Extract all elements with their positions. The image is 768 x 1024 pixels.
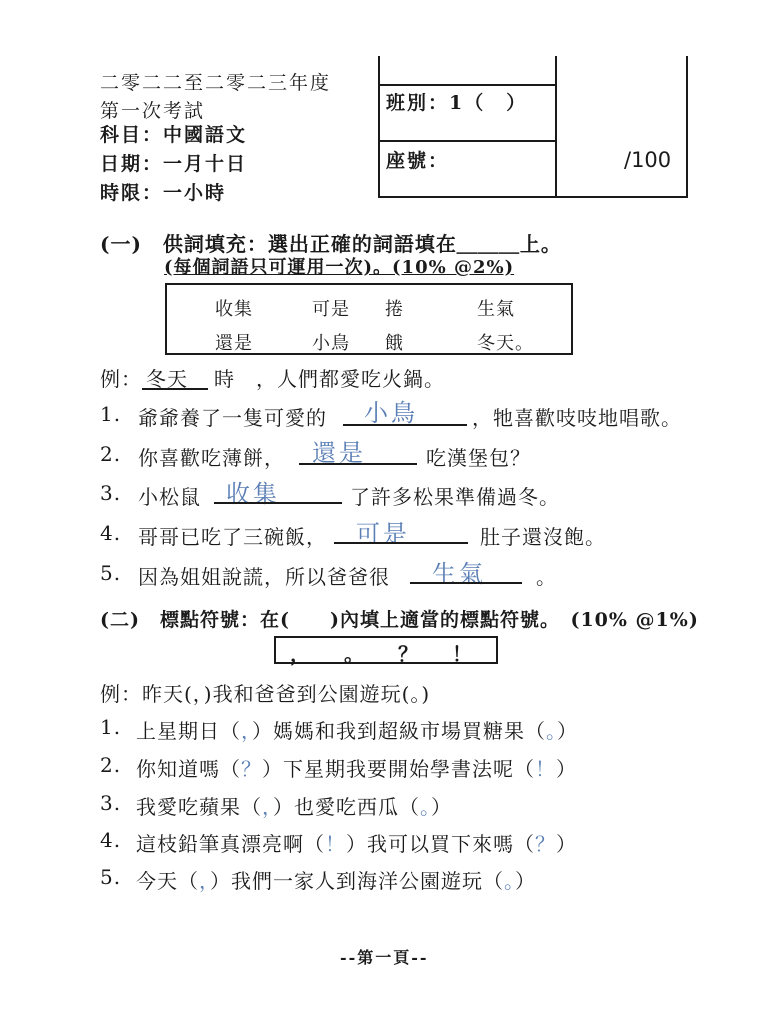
q3-blank — [214, 502, 342, 504]
p3-text-c: ） — [431, 795, 452, 819]
q3-answer: 收集 — [226, 480, 280, 508]
p5-text-b: ）我們一家人到海洋公園遊玩（ — [210, 869, 504, 893]
q3-after: 了許多松果準備過冬。 — [350, 485, 560, 509]
subject: 科目：中國語文 — [100, 124, 248, 146]
p3-number: 3. — [100, 791, 122, 815]
p5-text-a: 今天（ — [136, 869, 199, 893]
q5-answer: 生氣 — [432, 560, 486, 588]
q3-number: 3. — [100, 481, 122, 505]
word-bank-box — [165, 283, 573, 355]
q1-before: 爺爺養了一隻可愛的 — [138, 406, 327, 430]
p4-text-a: 這枝鉛筆真漂亮啊（ — [136, 832, 325, 856]
section2-title: (二) 標點符號：在( )內填上適當的標點符號。 (10% @1%) — [100, 609, 699, 631]
info-box — [378, 56, 688, 198]
p5-line — [136, 865, 536, 894]
p2-line — [136, 753, 577, 782]
p3-line — [136, 791, 452, 820]
example-answer: 冬天 — [146, 367, 188, 391]
p1-text-b: ）媽媽和我到超級市場買糖果（ — [252, 719, 546, 743]
section1-note: (每個詞語只可運用一次)。(10% @2%) — [164, 257, 515, 278]
q4-after: 肚子還沒飽。 — [480, 525, 606, 549]
school-year: 二零二二至二零二三年度 — [100, 72, 332, 94]
q1-blank — [343, 424, 467, 426]
word-bank-item: 冬天。 — [477, 333, 534, 354]
punct-comma: ， — [290, 642, 311, 666]
punct-period: 。 — [344, 642, 365, 666]
punct-bank-box — [274, 636, 498, 664]
p1-line — [136, 715, 578, 744]
score-total: /100 — [624, 148, 672, 172]
q1-after: ，牠喜歡吱吱地唱歌。 — [472, 406, 682, 430]
info-box-line-2 — [380, 140, 556, 142]
p2-answer-b: ！ — [535, 757, 556, 781]
word-bank-item: 小鳥 — [312, 333, 350, 354]
p4-text-b: ）我可以買下來嗎（ — [346, 832, 535, 856]
p5-number: 5. — [100, 865, 122, 889]
p4-answer-a: ！ — [325, 832, 346, 856]
q1-number: 1. — [100, 402, 122, 426]
p1-number: 1. — [100, 715, 122, 739]
word-bank-item: 餓 — [385, 333, 404, 354]
p2-number: 2. — [100, 753, 122, 777]
q1-answer: 小鳥 — [364, 399, 418, 427]
q3-before: 小松鼠 — [138, 485, 201, 509]
page-number: --第一頁-- — [340, 948, 429, 967]
example-prefix: 例： — [100, 367, 142, 391]
punct-exclaim: ！ — [452, 642, 473, 666]
p3-text-b: ）也愛吃西瓜（ — [273, 795, 420, 819]
p5-answer-a: ， — [199, 869, 210, 893]
p1-text-c: ） — [557, 719, 578, 743]
p3-text-a: 我愛吃蘋果（ — [136, 795, 262, 819]
p2-text-b: ）下星期我要開始學書法呢（ — [262, 757, 535, 781]
q2-answer: 還是 — [312, 439, 366, 467]
p1-answer-b: 。 — [546, 719, 557, 743]
p2-answer-a: ？ — [241, 757, 262, 781]
p4-answer-b: ？ — [535, 832, 556, 856]
q5-after: 。 — [536, 565, 557, 589]
word-bank-item: 捲 — [385, 299, 404, 320]
info-box-divider — [555, 56, 557, 196]
punct-question: ？ — [398, 642, 419, 666]
q5-blank — [410, 582, 522, 584]
q2-number: 2. — [100, 442, 122, 466]
section1-title: (一) 供詞填充：選出正確的詞語填在＿＿＿上。 — [100, 232, 562, 256]
p2-text-a: 你知道嗎（ — [136, 757, 241, 781]
q4-before: 哥哥已吃了三碗飯， — [138, 525, 327, 549]
q4-number: 4. — [100, 521, 122, 545]
class-field: 班別：1（ ） — [386, 92, 528, 114]
word-bank-item: 可是 — [312, 299, 350, 320]
word-bank-item: 收集 — [215, 299, 253, 320]
p5-text-c: ） — [515, 869, 536, 893]
p5-answer-b: 。 — [504, 869, 515, 893]
p3-answer-a: ， — [262, 795, 273, 819]
word-bank-item: 生氣 — [477, 299, 515, 320]
word-bank-item: 還是 — [215, 333, 253, 354]
p2-text-c: ） — [556, 757, 577, 781]
p4-text-c: ） — [556, 832, 577, 856]
exam-duration: 時限：一小時 — [100, 182, 227, 204]
exam-date: 日期：一月十日 — [100, 153, 248, 175]
q2-blank — [299, 463, 417, 465]
p1-text-a: 上星期日（ — [136, 719, 241, 743]
q5-number: 5. — [100, 561, 122, 585]
p4-line — [136, 828, 577, 857]
seat-field: 座號： — [386, 150, 450, 172]
example-blank — [142, 388, 208, 390]
example-suffix: 時 ，人們都愛吃火鍋。 — [214, 367, 445, 391]
p4-number: 4. — [100, 828, 122, 852]
q4-blank — [334, 542, 468, 544]
info-box-line-1 — [380, 84, 556, 86]
p3-answer-b: 。 — [420, 795, 431, 819]
section2-example: 例：昨天(，)我和爸爸到公園遊玩(。) — [100, 682, 431, 706]
p1-answer-a: ， — [241, 719, 252, 743]
q5-before: 因為姐姐說謊，所以爸爸很 — [138, 565, 390, 589]
exam-name: 第一次考試 — [100, 100, 206, 122]
q2-after: 吃漢堡包？ — [426, 446, 531, 470]
q2-before: 你喜歡吃薄餅， — [138, 446, 285, 470]
q4-answer: 可是 — [356, 520, 410, 548]
